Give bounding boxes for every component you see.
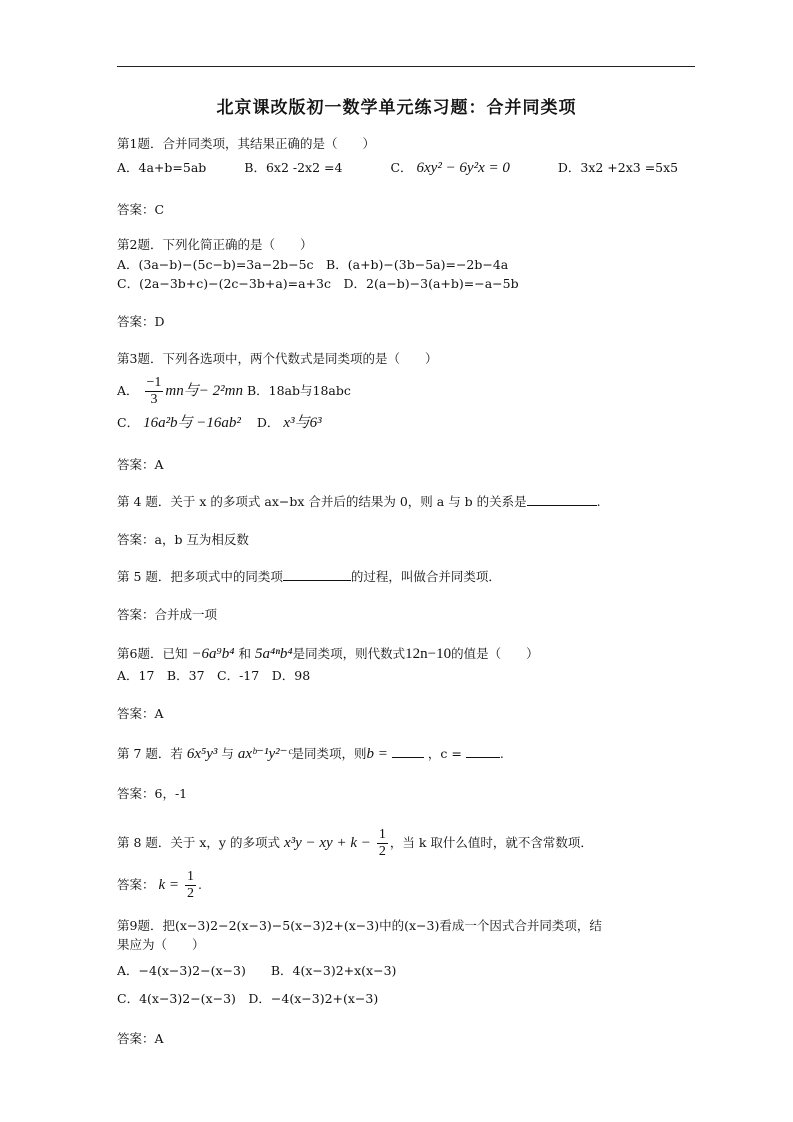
q9-line4: C．4(x−3)2−(x−3) D．−4(x−3)2+(x−3) [117, 991, 379, 1006]
q9-line3: A．−4(x−3)2−(x−3) B．4(x−3)2+x(x−3) [117, 963, 397, 978]
q3-option-b: B．18ab与18abc [246, 383, 351, 398]
q7-mid2: 是同类项，则 [291, 746, 367, 761]
q6-options: A．17 B．37 C．-17 D．98 [117, 668, 311, 683]
q1-stem: 第1题．合并同类项，其结果正确的是（ ） [117, 136, 375, 151]
q3-stem: 第3题．下列各选项中，两个代数式是同类项的是（ ） [117, 351, 438, 366]
q7-b-eq: b = [366, 746, 388, 762]
q4-stem: 第 4 题．关于 x 的多项式 ax−bx 合并后的结果为 0，则 a 与 b 的关系是 [117, 494, 527, 509]
q3-option-a-label: A． [117, 383, 139, 398]
q7-stem-line [117, 745, 504, 763]
q8-frac-den: 2 [187, 886, 195, 901]
q4-stem-line [117, 493, 601, 511]
q7-expr2: axᵇ⁻¹y²⁻ᶜ [237, 746, 292, 762]
q6-stem-start: 第6题．已知 [117, 646, 188, 661]
q9-line2: 果应为（ ） [117, 937, 205, 952]
q8-answer-fraction [185, 869, 196, 902]
q3-option-a-mid: mn与 [165, 383, 199, 399]
q8-expr: x³y − xy + k − [283, 835, 371, 851]
q1-option-c: 6xy² − 6y²x = 0 [416, 160, 510, 176]
q7-stem-start: 第 7 题．若 [117, 746, 183, 761]
q4-end: . [596, 494, 601, 509]
q2-stem: 第2题．下列化简正确的是（ ） [117, 237, 313, 252]
q2-line1: A．(3a−b)−(5c−b)=3a−2b−5c B．(a+b)−(3b−5a)=−2b−4a [117, 257, 509, 272]
q7-expr1: 6x⁵y³ [186, 746, 218, 762]
q3-fraction: $\frac{-1}{3}$ [146, 375, 162, 407]
q7-answer: 答案：6，-1 [117, 786, 188, 801]
q1-option-a: A．4a+b=5ab [117, 160, 207, 175]
q8-stem-line [117, 826, 593, 860]
q9-line1: 第9题．把(x−3)2−2(x−3)−5(x−3)2+(x−3)中的(x−3)看成一个因式合并同类项，结 [117, 918, 602, 933]
q8-answer-line: 答案： k = $\frac{1}{2}$ . [117, 869, 202, 901]
q1-option-b: B．6x2 -2x2 =4 [244, 160, 343, 175]
q7-c-blank[interactable] [466, 745, 500, 758]
q3-options-cd [117, 414, 322, 432]
q6-end: 的值是（ ） [451, 646, 539, 661]
q3-options-ab [117, 374, 351, 408]
q5-end: 的过程，叫做合并同类项． [350, 569, 501, 584]
q8-fraction: $\frac{1}{2}$ [378, 827, 386, 859]
q1-answer: 答案：C [117, 202, 165, 217]
q7-c-eq: ，c = [427, 746, 462, 761]
q1-options [117, 159, 678, 177]
q9-answer: 答案：A [117, 1031, 164, 1046]
q2-answer: 答案：D [117, 314, 165, 329]
q6-stem-line [117, 645, 539, 663]
q3-option-a-rest: − 2²mn [198, 383, 243, 399]
q5-blank[interactable] [283, 568, 351, 581]
q8-answer-label: 答案： [117, 877, 155, 892]
header-rule [117, 66, 695, 67]
q5-stem-line [117, 568, 501, 586]
q1-option-c-label: C． [390, 160, 413, 175]
q3-option-d-label: D． [256, 415, 280, 430]
q4-blank[interactable] [527, 493, 597, 506]
q5-answer: 答案：合并成一项 [117, 607, 218, 622]
q3-option-d: x³与6³ [283, 415, 322, 431]
q3-option-c-label: C． [117, 415, 140, 430]
q3-option-c: 16a²b与 −16ab² [143, 415, 241, 431]
q6-answer: 答案：A [117, 706, 164, 721]
q7-end: . [499, 746, 504, 761]
q2-line2: C．(2a−3b+c)−(2c−3b+a)=a+3c D．2(a−b)−3(a+b)=−a−5b [117, 276, 519, 291]
q6-mid: 和 [238, 646, 251, 661]
q3-answer: 答案：A [117, 457, 164, 472]
q7-b-blank[interactable] [392, 745, 424, 758]
page-title: 北京课改版初一数学单元练习题：合并同类项 [216, 98, 577, 118]
q4-answer: 答案：a，b 互为相反数 [117, 532, 249, 547]
q6-expr3: 12n−10 [405, 646, 452, 662]
q5-stem: 第 5 题．把多项式中的同类项 [117, 569, 283, 584]
q8-stem-start: 第 8 题．关于 x，y 的多项式 [117, 835, 280, 850]
q8-end: ，当 k 取什么值时，就不含常数项． [389, 835, 593, 850]
q6-expr2: 5a⁴ⁿb⁴ [254, 646, 293, 662]
q1-option-d: D．3x2 +2x3 =5x5 [557, 160, 679, 175]
q6-mid2: 是同类项，则代数式 [292, 646, 406, 661]
q8-answer-expr: k = [158, 877, 180, 893]
q6-expr1: −6a⁹b⁴ [191, 646, 235, 662]
q7-mid: 与 [221, 746, 234, 761]
q8-frac-num: 1 [187, 869, 195, 884]
